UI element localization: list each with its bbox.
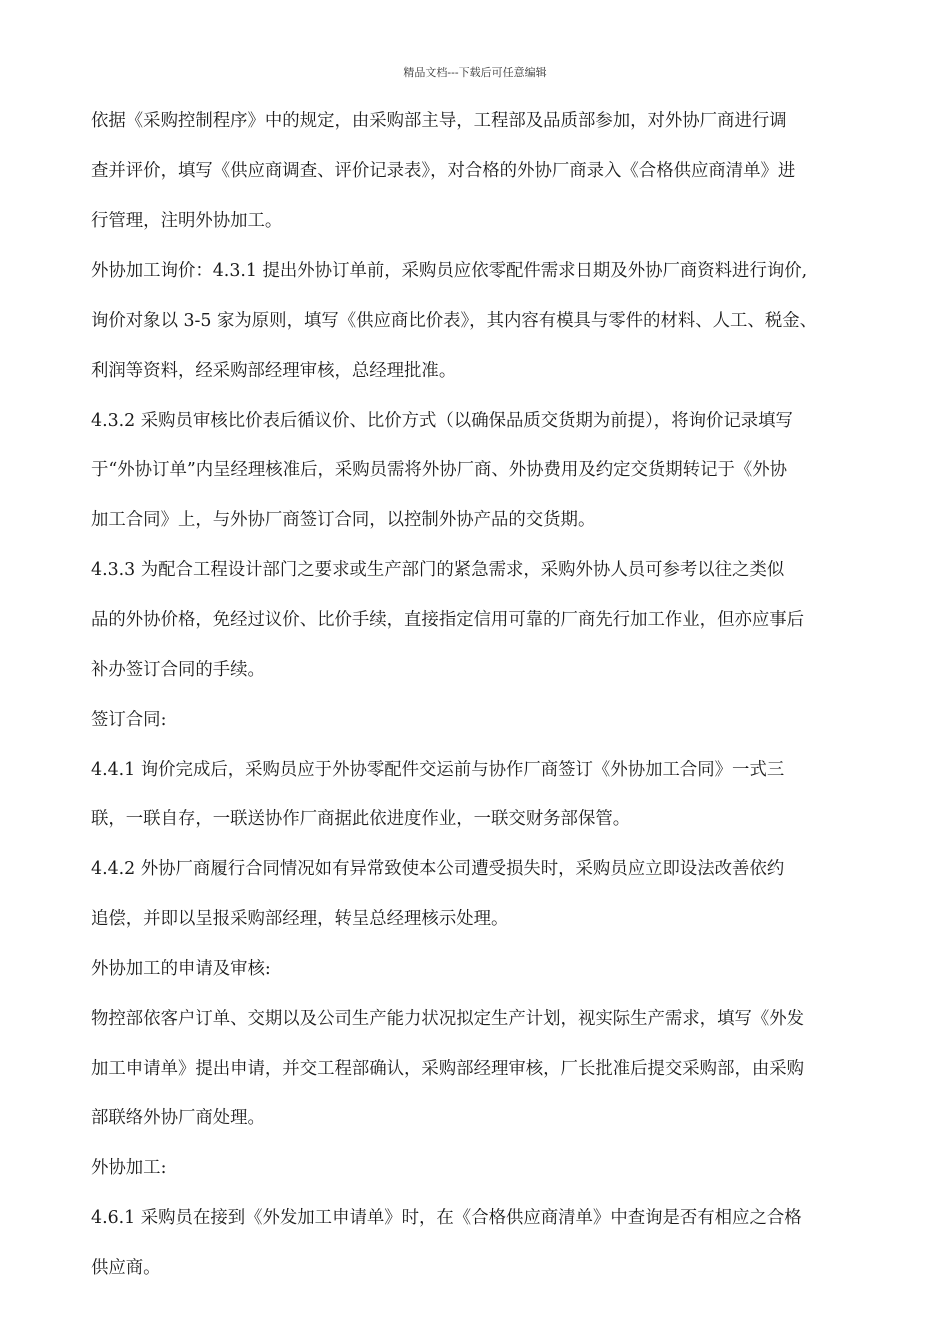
- text-line: 4.6.1 采购员在接到《外发加工申请单》时，在《合格供应商清单》中查询是否有相应之合格: [91, 1208, 802, 1228]
- section-heading: 签订合同:: [91, 710, 167, 730]
- text-line: 行管理，注明外协加工。: [91, 211, 283, 231]
- text-line: 查并评价，填写《供应商调查、评价记录表》，对合格的外协厂商录入《合格供应商清单》进: [91, 161, 796, 181]
- text-line: 利润等资料，经采购部经理审核，总经理批准。: [91, 361, 457, 381]
- text-line: 补办签订合同的手续。: [91, 660, 265, 680]
- text-line: 依据《采购控制程序》中的规定，由采购部主导，工程部及品质部参加，对外协厂商进行调: [91, 111, 787, 131]
- page-header: 精品文档---下载后可任意编辑: [403, 66, 547, 79]
- text-line: 品的外协价格，免经过议价、比价手续，直接指定信用可靠的厂商先行加工作业，但亦应事后: [91, 610, 805, 630]
- text-line: 联，一联自存，一联送协作厂商据此依进度作业，一联交财务部保管。: [91, 809, 631, 829]
- text-line: 物控部依客户订单、交期以及公司生产能力状况拟定生产计划，视实际生产需求，填写《外发: [91, 1009, 805, 1029]
- text-line: 追偿，并即以呈报采购部经理，转呈总经理核示处理。: [91, 909, 509, 929]
- text-line: 外协加工询价：4.3.1 提出外协订单前，采购员应依零配件需求日期及外协厂商资料进行询价,: [91, 261, 808, 281]
- text-line: 加工申请单》提出申请，并交工程部确认，采购部经理审核，厂长批准后提交采购部，由采购: [91, 1059, 805, 1079]
- text-line: 4.3.3 为配合工程设计部门之要求或生产部门的紧急需求，采购外协人员可参考以往之类似: [91, 560, 785, 580]
- text-line: 于“外协订单”内呈经理核准后，采购员需将外协厂商、外协费用及约定交货期转记于《外协: [91, 460, 788, 480]
- text-line: 部联络外协厂商处理。: [91, 1108, 265, 1128]
- text-line: 加工合同》上，与外协厂商签订合同，以控制外协产品的交货期。: [91, 510, 596, 530]
- text-line: 4.4.1 询价完成后，采购员应于外协零配件交运前与协作厂商签订《外协加工合同》一式三: [91, 760, 785, 780]
- text-line: 4.4.2 外协厂商履行合同情况如有异常致使本公司遭受损失时，采购员应立即设法改善依约: [91, 859, 785, 879]
- text-line: 供应商。: [91, 1258, 161, 1278]
- section-heading: 外协加工的申请及审核:: [91, 959, 271, 979]
- section-heading: 外协加工:: [91, 1158, 167, 1178]
- text-line: 询价对象以 3-5 家为原则，填写《供应商比价表》，其内容有模具与零件的材料、人工、税金、: [91, 311, 817, 331]
- text-line: 4.3.2 采购员审核比价表后循议价、比价方式（以确保品质交货期为前提），将询价记录填写: [91, 411, 793, 431]
